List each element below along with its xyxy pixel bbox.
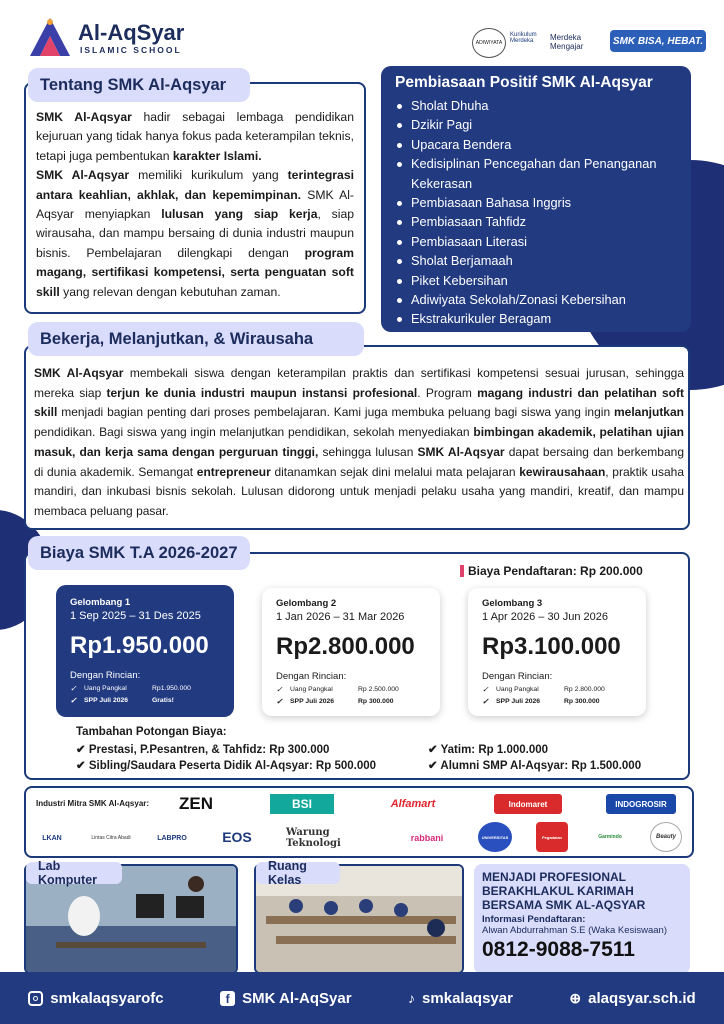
tier-price: Rp2.800.000 [276,633,415,660]
school-logo [28,16,72,60]
habit-item: Upacara Bendera [395,135,677,154]
facebook-icon: f [220,991,235,1006]
tier-row: ✓ Uang Pangkal Rp 2.500.000 [276,685,399,694]
instagram-icon [28,991,43,1006]
tier-row: ✓ SPP Juli 2026 Gratis! [70,696,174,705]
habits-list [395,96,677,329]
cta-contact: Alwan Abdurrahman S.E (Waka Kesiswaan) [482,925,667,936]
cta-box [474,864,690,974]
habits-title: Pembiasaan Positif SMK Al-Aqsyar [395,74,653,91]
lab-label: Lab Komputer [26,862,122,884]
discount-title: Tambahan Potongan Biaya: [76,726,227,738]
tier-price: Rp1.950.000 [70,632,209,659]
tiktok-icon: ♪ [408,990,416,1006]
cta-line-1: MENJADI PROFESIONAL [482,870,627,884]
footer-tiktok[interactable] [408,990,513,1007]
partner-indomaret: Indomaret [494,794,562,814]
partner-zen: ZEN [179,794,213,813]
footer-ig-text: smkalaqsyarofc [50,989,164,1007]
habit-item: Kedisiplinan Pencegahan dan Penanganan Kekerasan [395,154,677,193]
footer-fb-text: SMK Al-AqSyar [242,989,352,1007]
partner-indogrosir: INDOGROSIR [606,794,676,814]
footer-instagram[interactable] [28,990,163,1007]
about-title: Tentang SMK Al-Aqsyar [28,68,250,102]
partner-pegadaian: Pegadaian [536,822,568,852]
habit-item: Pembiasaan Tahfidz [395,212,677,231]
career-text: SMK Al-Aqsyar membekali siswa dengan keterampilan praktis dan sertifikasi kompetensi sesuai jurusan, sehingga mereka siap terjun ke dunia industri maupun instansi profesional. Program magang industri dan pelatihan soft skill menjadi bagian penting dari proses pembelajaran. Kami juga membuka peluang bagi siswa yang ingin melanjutkan pendidikan. Bagi siswa yang ingin melanjutkan pendidikan, sekolah menyediakan bimbingan akademik, pelatihan ujian masuk, dan kerja sama dengan perguruan tinggi, sehingga lulusan SMK Al-Aqsyar dapat bersaing dan berkembang di dunia akademik. Semangat entrepreneur ditanamkan sejak dini melalui mata pelajaran kewirausahaan, praktik usaha mandiri, dan inkubasi bisnis sekolah. Lulusan didorong untuk menjadi pelaku usaha yang mandiri, kreatif, dan mampu membaca peluang pasar. [34,366,684,518]
footer-website[interactable] [569,990,695,1007]
habit-item: Ekstrakurikuler Beragam [395,309,677,328]
habit-item: Dzikir Pagi [395,115,677,134]
partner-beauty: Beauty [650,822,682,852]
partner-lca: Lintas Citra Abadi [91,835,131,841]
cta-phone[interactable]: 0812-9088-7511 [482,938,635,961]
footer-web-text: alaqsyar.sch.id [588,989,696,1007]
tier-price: Rp3.100.000 [482,633,621,660]
habit-item: Piket Kebersihan [395,271,677,290]
tier-dates: 1 Apr 2026 – 30 Jun 2026 [482,611,608,623]
partner-eos: EOS [222,829,252,845]
tier-row: ✓ SPP Juli 2026 Rp 300.000 [276,697,394,706]
tier-dates: 1 Jan 2026 – 31 Mar 2026 [276,611,405,623]
footer-facebook[interactable] [220,990,351,1007]
globe-icon: ⊕ [569,989,582,1006]
footer-tt-text: smkalaqsyar [422,989,513,1007]
career-title: Bekerja, Melanjutkan, & Wirausaha [28,322,364,356]
discount-4: ✔ Alumni SMP Al-Aqsyar: Rp 1.500.000 [428,760,642,772]
tier-row: ✓ Uang Pangkal Rp1.950.000 [70,684,191,693]
brand-sub: ISLAMIC SCHOOL [80,45,182,55]
habit-item: Sholat Berjamaah [395,251,677,270]
habit-item: Adiwiyata Sekolah/Zonasi Kebersihan [395,290,677,309]
about-text: SMK Al-Aqsyar hadir sebagai lembaga pendidikan kejuruan yang tidak hanya fokus pada keterampilan teknis, tetapi juga pembentukan karakter Islami. SMK Al-Aqsyar memiliki kurikulum yang terintegrasi antara keahlian, akhlak, dan kepemimpinan. SMK Al-Aqsyar menyiapkan lulusan yang siap kerja, siap wirausaha, dan mampu bersaing di dunia industri maupun bisnis. Pembelajaran dilengkapi dengan program magang, sertifikasi kompetensi, serta penguatan soft skill yang relevan dengan kebutuhan zaman. [36,110,354,299]
discount-2: ✔ Sibling/Saudara Peserta Didik Al-Aqsyar: Rp 500.000 [76,760,377,772]
partner-rabbani: rabbani [410,833,444,843]
habit-item: Pembiasaan Literasi [395,232,677,251]
footer-bar [0,972,724,1024]
logo-smk-bisa: SMK BISA, HEBAT. [610,30,706,52]
habit-item: Sholat Dhuha [395,96,677,115]
habits-card [381,66,691,332]
tier-detail: Dengan Rincian: [276,671,347,682]
fees-title: Biaya SMK T.A 2026-2027 [28,536,250,570]
tier-detail: Dengan Rincian: [482,671,553,682]
tier-wave: Gelombang 2 [276,598,337,609]
tier-row: ✓ Uang Pangkal Rp 2.800.000 [482,685,605,694]
partner-lkan: LKAN [42,834,62,842]
logo-kurikulum: Kurikulum Merdeka [510,32,537,44]
tier-2 [262,588,440,716]
discount-3: ✔ Yatim: Rp 1.000.000 [428,744,549,756]
tier-row: ✓ SPP Juli 2026 Rp 300.000 [482,697,600,706]
partner-bsi: BSI [270,794,334,814]
partner-warung: Warung Teknologi [286,827,341,849]
logo-merdeka-mengajar: Merdeka Mengajar [550,33,584,51]
registration-fee: Biaya Pendaftaran: Rp 200.000 [460,564,643,578]
cta-line-3: BERSAMA SMK AL-AQSYAR [482,898,646,912]
partner-universitas: UNIVERSITAS [478,822,512,852]
partner-labpro: LABPRO [157,834,187,842]
class-label: Ruang Kelas [256,862,340,884]
habit-item: Pembiasaan Bahasa Inggris [395,193,677,212]
tier-detail: Dengan Rincian: [70,670,141,681]
discount-1: ✔ Prestasi, P.Pesantren, & Tahfidz: Rp 300.000 [76,744,330,756]
cta-info: Informasi Pendaftaran: [482,914,586,925]
partner-garmindo: Garmindo [598,834,622,840]
tier-dates: 1 Sep 2025 – 31 Des 2025 [70,610,201,622]
logo-adiwiyata: ADIWIYATA [472,28,506,58]
brand-name: Al-AqSyar [78,20,185,45]
tier-3 [468,588,646,716]
tier-wave: Gelombang 1 [70,597,131,608]
partner-alfamart: Alfamart [390,798,436,810]
cta-line-2: BERAKHLAKUL KARIMAH [482,884,634,898]
tier-1 [56,585,234,717]
partners-title: Industri Mitra SMK Al-Aqsyar: [36,799,150,808]
tier-wave: Gelombang 3 [482,598,543,609]
